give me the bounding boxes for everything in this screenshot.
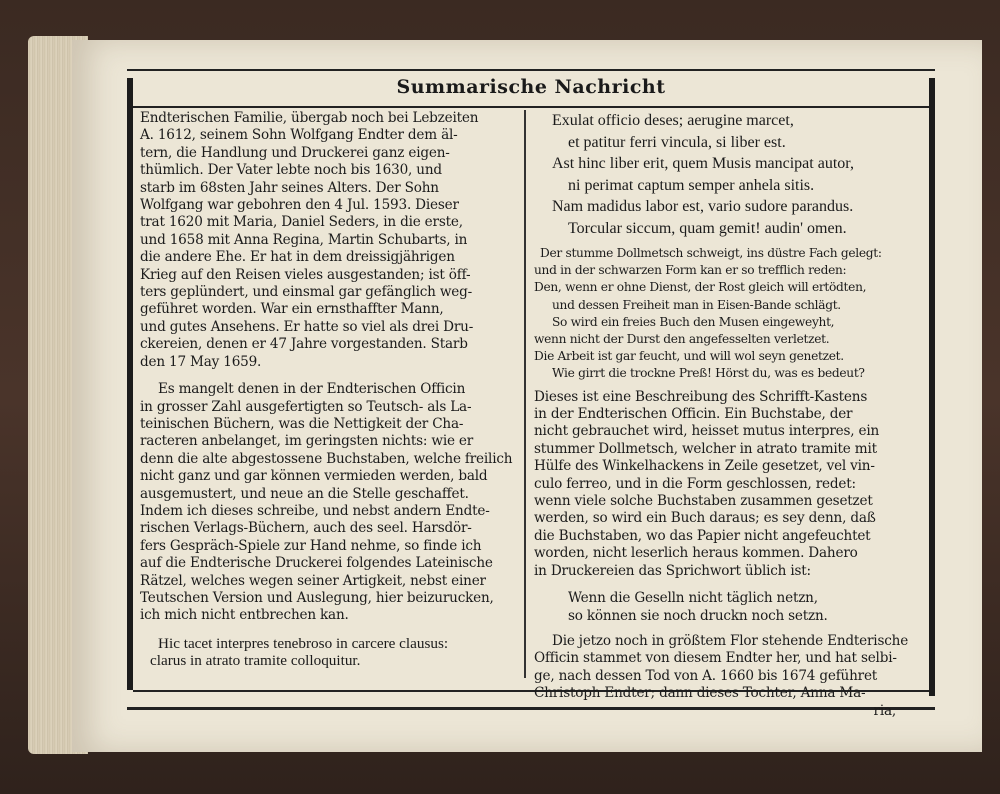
text-line: racteren anbelanget, im geringsten nichts: wie er [140,433,474,450]
header-rule [133,106,929,108]
text-line: in der Endterischen Officin. Ein Buchstabe, der [534,406,853,423]
text-line: teinischen Büchern, was die Nettigkeit der Cha- [140,415,464,432]
latin-line: ni perimat captum semper anhela sitis. [568,176,815,194]
text-line: in Druckereien das Sprichwort üblich ist: [534,562,811,579]
text-line: ge, nach dessen Tod von A. 1660 bis 1674 geführet [534,667,878,684]
latin-line: Torcular siccum, quam gemit! audin' omen. [568,219,847,237]
left-paragraph-2 [140,381,522,625]
text-line: rischen Verlags-Büchern, auch des seel. Harsdör- [140,520,472,537]
running-head: Summarische Nachricht [396,76,666,98]
text-line: geführet worden. War ein ernsthaffter Mann, [140,301,444,318]
text-line: den 17 May 1659. [140,353,262,370]
latin-line: clarus in atrato tramite colloquitur. [150,652,361,670]
latin-line: Hic tacet interpres tenebroso in carcere clausus: [158,634,449,652]
text-line: trat 1620 mit Maria, Daniel Seders, in die erste, [140,214,463,231]
latin-line: Ast hinc liber erit, quem Musis mancipat autor, [552,155,854,172]
text-line: starb im 68sten Jahr seines Alters. Der Sohn [140,179,439,196]
text-line: Teutschen Version und Auslegung, hier beizurucken, [140,589,494,606]
latin-line: et patitur ferri vincula, si liber est. [568,133,786,151]
right-paragraph-1 [534,389,924,580]
text-line: auf die Endterische Druckerei folgendes Lateinische [140,555,493,572]
german-verse [534,245,924,383]
text-line: Es mangelt denen in der Endterischen Officin [158,381,466,398]
text-line: die andere Ehe. Er hat in dem dreissigjährigen [140,249,455,266]
proverb-line: Wenn die Geselln nicht täglich netzn, [568,590,818,607]
frame-left-bar [127,78,133,690]
text-line: ters geplündert, und einsmal gar gefänglich weg- [140,284,473,301]
right-column [534,110,924,720]
right-paragraph-2 [534,633,924,720]
left-paragraph-1 [140,110,522,371]
latin-line: Nam madidus labor est, vario sudore parandus. [552,198,854,215]
text-line: Indem ich dieses schreibe, und nebst andern Endte- [140,502,490,519]
text-line: und 1658 mit Anna Regina, Martin Schubarts, in [140,231,468,248]
text-line: Christoph Endter; dann dieses Tochter, Anna Ma- [534,685,866,702]
text-line: worden, nicht leserlich heraus kommen. Dahero [534,545,858,562]
text-line: werden, so wird ein Buch daraus; es sey denn, daß [534,510,876,527]
verse-line: wenn nicht der Durst den angefesselten verletzet. [534,332,830,347]
text-line: Wolfgang war gebohren den 4 Jul. 1593. Dieser [140,197,459,214]
text-line: tern, die Handlung und Druckerei ganz eigen- [140,144,450,161]
verse-line: Wie girrt die trockne Preß! Hörst du, was es bedeut? [552,366,865,381]
left-latin-riddle [140,635,522,670]
text-line: nicht ganz und gar können vermieden werden, bald [140,468,488,485]
verse-line: So wird ein freies Buch den Musen eingeweyht, [552,314,835,329]
text-line: ria, [873,702,896,719]
verse-line: Den, wenn er ohne Dienst, der Rost gleich will ertödten, [534,280,867,295]
text-line: wenn viele solche Buchstaben zusammen gesetzet [534,493,873,510]
left-column [140,110,522,670]
text-line: nicht gebrauchet wird, heisset mutus interpres, ein [534,423,880,440]
proverb [534,590,924,625]
text-line: Krieg auf den Reisen vieles ausgestanden; ist öff- [140,266,471,283]
text-line: A. 1612, seinem Sohn Wolfgang Endter dem äl- [140,127,458,144]
verse-line: Der stumme Dollmetsch schweigt, ins düstre Fach gelegt: [540,246,882,260]
proverb-line: so können sie noch druckn noch setzn. [568,607,828,624]
text-line: die Buchstaben, wo das Papier nicht angefeuchtet [534,527,871,544]
text-line: Officin stammet von diesem Endter her, und hat selbi- [534,650,897,667]
verse-line: und dessen Freiheit man in Eisen-Bande schlägt. [552,297,841,312]
text-line: culo ferreo, und in die Form geschlossen, redet: [534,475,856,492]
verse-line: und in der schwarzen Form kan er so trefflich reden: [534,263,847,278]
text-line: ich mich nicht entbrechen kan. [140,607,349,624]
right-latin-riddle [534,110,924,239]
text-line: fers Gespräch-Spiele zur Hand nehme, so finde ich [140,537,482,554]
text-line: in grosser Zahl ausgefertigten so Teutsch- als La- [140,398,472,415]
text-line: thümlich. Der Vater lebte noch bis 1630, und [140,162,442,179]
text-line: ckereien, denen er 47 Jahre vorgestanden. Starb [140,336,468,353]
verse-line: Die Arbeit ist gar feucht, und will wol seyn genetzet. [534,349,844,364]
text-line: stummer Dollmetsch, welcher in atrato tramite mit [534,440,877,457]
column-rule [524,110,526,678]
text-line: Die jetzo noch in größtem Flor stehende Endterische [552,632,909,649]
text-line: denn die alte abgestossene Buchstaben, welche freilich [140,450,513,467]
text-line: ausgemustert, und neue an die Stelle geschaffet. [140,485,469,502]
text-line: Dieses ist eine Beschreibung des Schrifft-Kastens [534,388,868,405]
text-line: und gutes Ansehens. Er hatte so viel als drei Dru- [140,318,474,335]
frame-right-bar [929,78,935,696]
latin-line: Exulat officio deses; aerugine marcet, [552,112,794,129]
text-line: Endterischen Familie, übergab noch bei Lebzeiten [140,110,479,126]
text-line: Rätzel, welches wegen seiner Artigkeit, nebst einer [140,572,486,589]
text-line: Hülfe des Winkelhackens in Zeile gesetzet, vel vin- [534,458,875,475]
